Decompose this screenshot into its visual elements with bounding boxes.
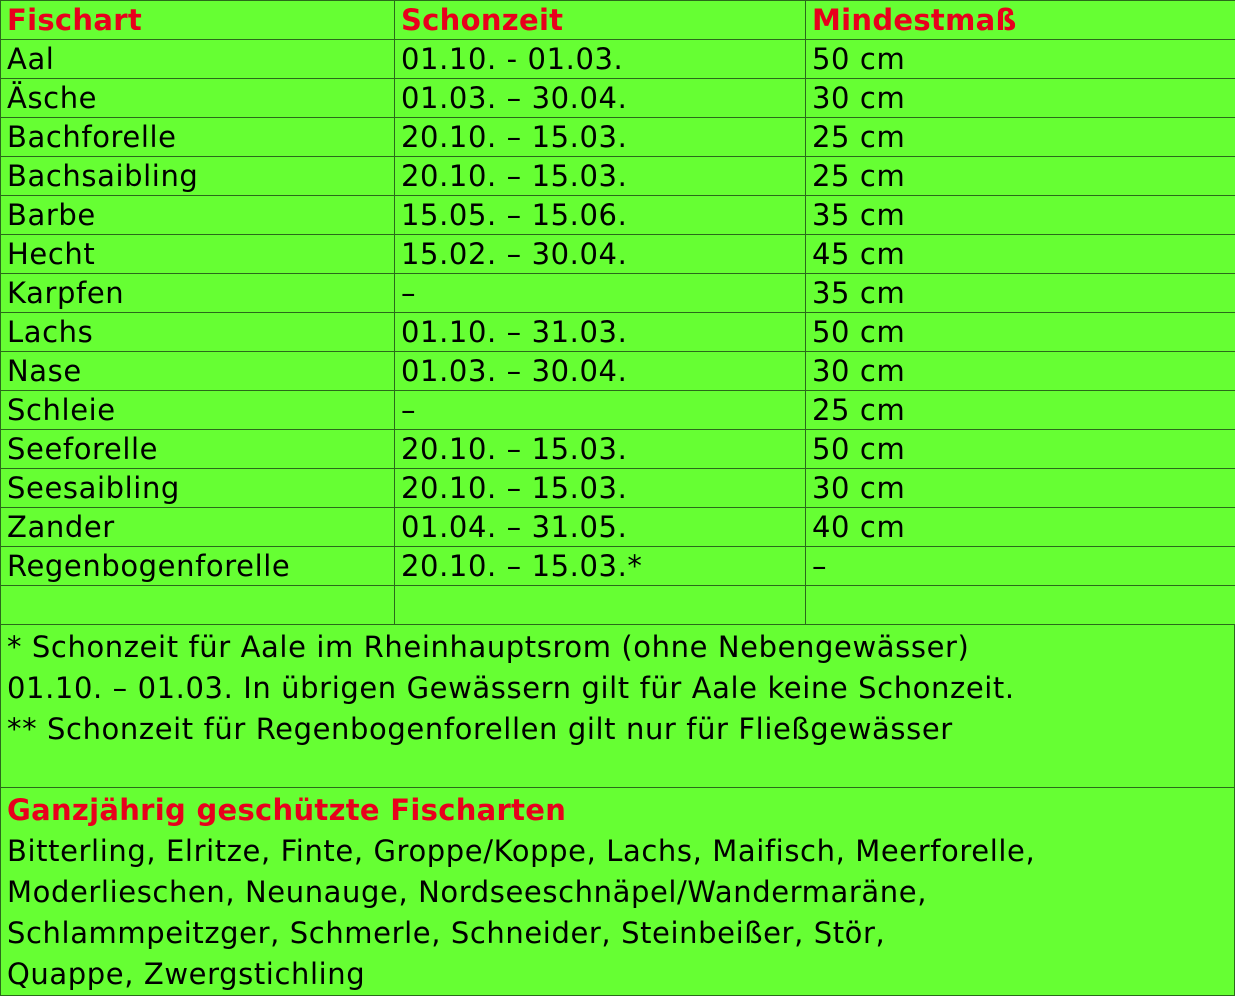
cell-fischart: Schleie	[1, 391, 395, 430]
cell-mindestmass: 25 cm	[806, 118, 1235, 157]
header-schonzeit: Schonzeit	[395, 1, 806, 40]
table-row	[1, 508, 1235, 547]
cell-mindestmass: 45 cm	[806, 235, 1235, 274]
cell-mindestmass: 50 cm	[806, 430, 1235, 469]
cell-schonzeit: 20.10. – 15.03.	[395, 430, 806, 469]
table-row	[1, 547, 1235, 586]
protected-species-line: Schlammpeitzger, Schmerle, Schneider, Steinbeißer, Stör,	[7, 913, 1234, 954]
cell-mindestmass: 30 cm	[806, 79, 1235, 118]
cell-schonzeit: 01.03. – 30.04.	[395, 79, 806, 118]
footnote-line: ** Schonzeit für Regenbogenforellen gilt nur für Fließgewässer	[7, 709, 1234, 750]
cell-schonzeit: 20.10. – 15.03.	[395, 118, 806, 157]
table-row	[1, 469, 1235, 508]
table-header-row	[1, 1, 1235, 40]
protected-species-line: Bitterling, Elritze, Finte, Groppe/Koppe, Lachs, Maifisch, Meerforelle,	[7, 831, 1234, 872]
cell-mindestmass: 30 cm	[806, 352, 1235, 391]
table-row	[1, 40, 1235, 79]
footnote-line: 01.10. – 01.03. In übrigen Gewässern gilt für Aale keine Schonzeit.	[7, 668, 1234, 709]
cell-schonzeit: –	[395, 274, 806, 313]
cell-mindestmass: 50 cm	[806, 40, 1235, 79]
protected-species-line: Moderlieschen, Neunauge, Nordseeschnäpel/Wandermaräne,	[7, 872, 1234, 913]
table-row	[1, 235, 1235, 274]
cell-fischart: Regenbogenforelle	[1, 547, 395, 586]
table-row	[1, 586, 1235, 625]
cell-schonzeit: 15.02. – 30.04.	[395, 235, 806, 274]
table-row	[1, 391, 1235, 430]
table-row	[1, 79, 1235, 118]
protected-species-cell	[0, 788, 1235, 996]
cell-schonzeit: 01.10. - 01.03.	[395, 40, 806, 79]
cell-mindestmass: 50 cm	[806, 313, 1235, 352]
cell-schonzeit: 01.04. – 31.05.	[395, 508, 806, 547]
header-mindestmass: Mindestmaß	[806, 1, 1235, 40]
cell-fischart: Nase	[1, 352, 395, 391]
cell-mindestmass: 35 cm	[806, 196, 1235, 235]
cell-mindestmass: 30 cm	[806, 469, 1235, 508]
cell-mindestmass: 25 cm	[806, 157, 1235, 196]
cell-mindestmass: 25 cm	[806, 391, 1235, 430]
table-row	[1, 274, 1235, 313]
cell-schonzeit: –	[395, 391, 806, 430]
cell-fischart: Bachsaibling	[1, 157, 395, 196]
cell-fischart: Seesaibling	[1, 469, 395, 508]
cell-fischart	[1, 586, 395, 625]
cell-fischart: Aal	[1, 40, 395, 79]
protected-species-line: Quappe, Zwergstichling	[7, 954, 1234, 995]
cell-mindestmass	[806, 586, 1235, 625]
header-fischart: Fischart	[1, 1, 395, 40]
cell-mindestmass: 35 cm	[806, 274, 1235, 313]
cell-mindestmass: 40 cm	[806, 508, 1235, 547]
cell-fischart: Äsche	[1, 79, 395, 118]
cell-schonzeit: 20.10. – 15.03.*	[395, 547, 806, 586]
cell-schonzeit: 15.05. – 15.06.	[395, 196, 806, 235]
table-row	[1, 313, 1235, 352]
cell-schonzeit: 01.03. – 30.04.	[395, 352, 806, 391]
cell-schonzeit: 01.10. – 31.03.	[395, 313, 806, 352]
table-row	[1, 118, 1235, 157]
cell-fischart: Lachs	[1, 313, 395, 352]
cell-fischart: Hecht	[1, 235, 395, 274]
cell-schonzeit: 20.10. – 15.03.	[395, 469, 806, 508]
cell-fischart: Bachforelle	[1, 118, 395, 157]
table-row	[1, 157, 1235, 196]
cell-fischart: Barbe	[1, 196, 395, 235]
table-row	[1, 352, 1235, 391]
protected-species-title: Ganzjährig geschützte Fischarten	[7, 790, 1234, 831]
footnote-line: * Schonzeit für Aale im Rheinhauptsrom (ohne Nebengewässer)	[7, 627, 1234, 668]
cell-mindestmass: –	[806, 547, 1235, 586]
footnotes-cell	[0, 625, 1235, 788]
table-row	[1, 430, 1235, 469]
cell-schonzeit: 20.10. – 15.03.	[395, 157, 806, 196]
cell-fischart: Seeforelle	[1, 430, 395, 469]
cell-schonzeit	[395, 586, 806, 625]
table-row	[1, 196, 1235, 235]
cell-fischart: Zander	[1, 508, 395, 547]
cell-fischart: Karpfen	[1, 274, 395, 313]
